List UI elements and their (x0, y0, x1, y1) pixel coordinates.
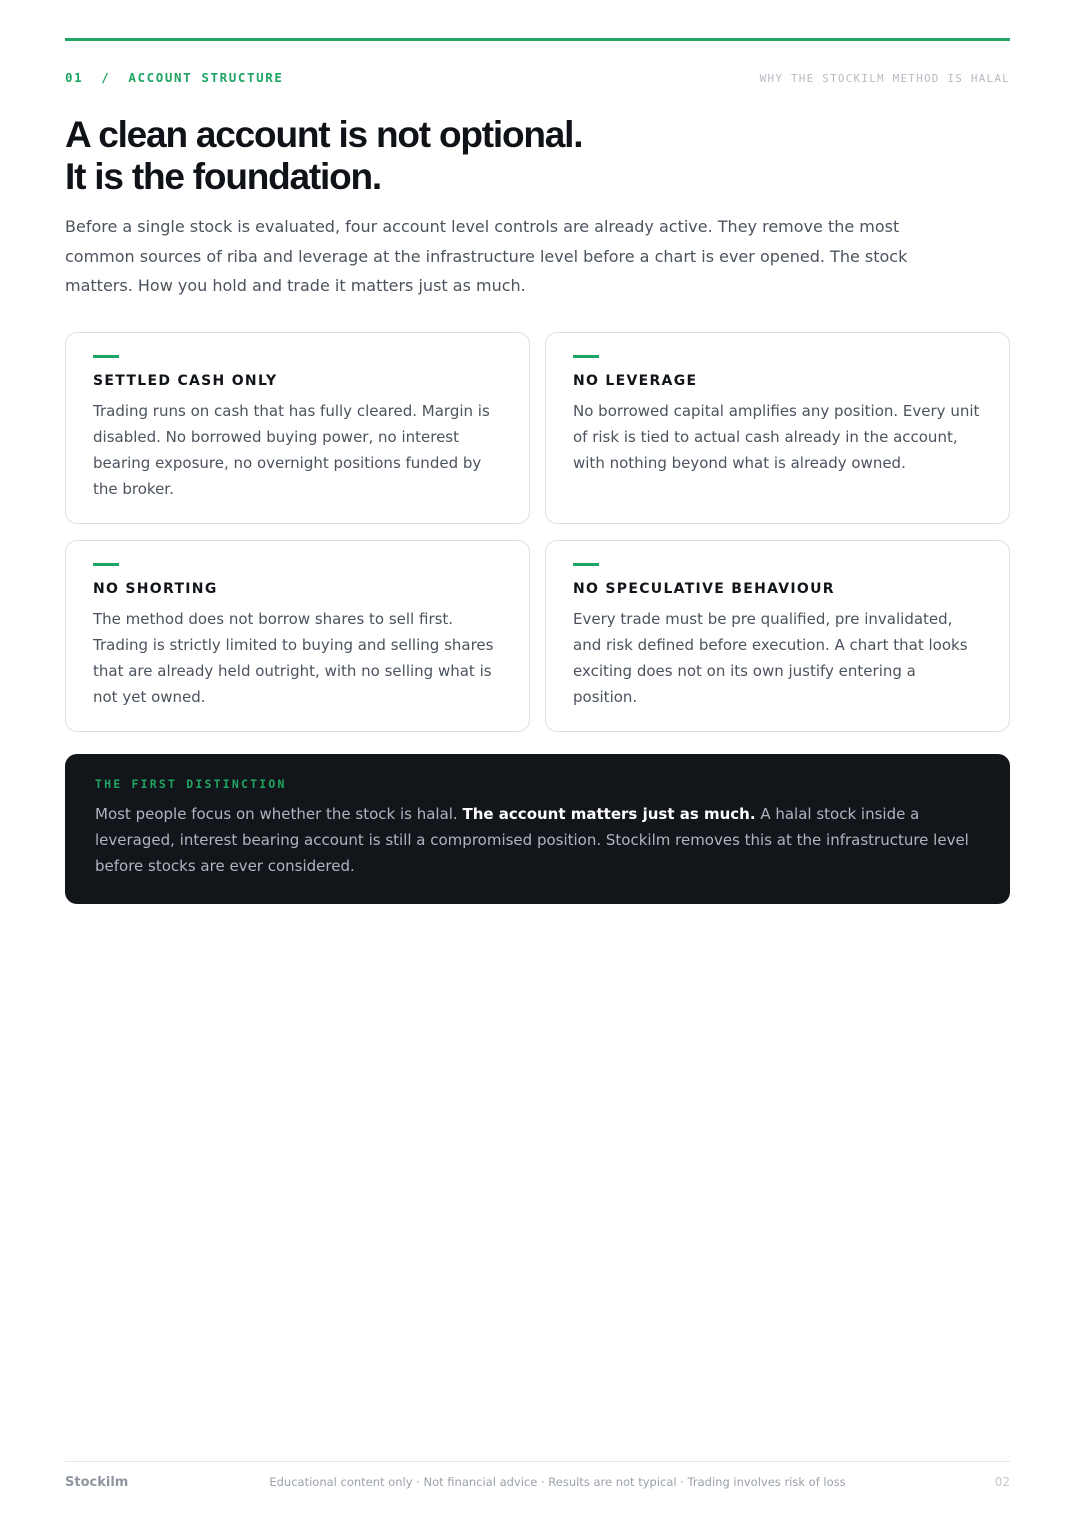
card-settled-cash-only (65, 332, 530, 524)
callout-body (95, 801, 980, 879)
heading-line-1: A clean account is not optional. (65, 114, 583, 155)
document-page (65, 0, 1010, 1521)
callout-emphasis: The account matters just as much. (462, 805, 756, 823)
page-number: 02 (994, 1475, 1010, 1489)
top-accent-rule (65, 38, 1010, 41)
card-no-shorting (65, 540, 530, 732)
card-accent-bar (93, 355, 119, 358)
footer-brand: Stockilm (65, 1475, 129, 1490)
intro-paragraph: Before a single stock is evaluated, four account level controls are already active. They remove the most common sources of riba and leverage at the infrastructure level before a chart is ever opened. The stock matters. How you hold and trade it matters just as much. (65, 217, 908, 295)
heading-line-2: It is the foundation. (65, 156, 381, 197)
footer-disclaimer: Educational content only · Not financial advice · Results are not typical · Trading involves risk of loss (269, 1475, 846, 1489)
section-name: ACCOUNT STRUCTURE (128, 70, 284, 85)
page-heading (65, 114, 965, 198)
section-label (65, 70, 284, 85)
first-distinction-callout (65, 754, 1010, 904)
card-title: SETTLED CASH ONLY (93, 373, 278, 389)
card-body: Every trade must be pre qualified, pre invalidated, and risk defined before execution. A chart that looks exciting does not on its own justify entering a position. (573, 610, 968, 706)
callout-body-end: A halal stock inside a leveraged, interest bearing account is still a compromised position. Stockilm removes this at the infrastructure level before stocks are ever considered. (95, 805, 969, 875)
card-title: NO SPECULATIVE BEHAVIOUR (573, 581, 835, 597)
card-body: Trading runs on cash that has fully cleared. Margin is disabled. No borrowed buying power, no interest bearing exposure, no overnight positions funded by the broker. (93, 402, 490, 498)
callout-label: THE FIRST DISTINCTION (95, 777, 287, 791)
card-body: The method does not borrow shares to sell first. Trading is strictly limited to buying and selling shares that are already held outright, with no selling what is not yet owned. (93, 610, 494, 706)
footer-divider (65, 1461, 1010, 1462)
card-no-leverage (545, 332, 1010, 524)
callout-body-start: Most people focus on whether the stock is halal. (95, 805, 463, 823)
card-accent-bar (573, 563, 599, 566)
section-number: 01 (65, 70, 84, 85)
section-separator: / (101, 70, 111, 85)
document-title: WHY THE STOCKILM METHOD IS HALAL (759, 72, 1010, 85)
card-no-speculative-behaviour (545, 540, 1010, 732)
card-accent-bar (573, 355, 599, 358)
card-title: NO LEVERAGE (573, 373, 698, 389)
card-title: NO SHORTING (93, 581, 218, 597)
card-accent-bar (93, 563, 119, 566)
card-body: No borrowed capital amplifies any position. Every unit of risk is tied to actual cash already in the account, with nothing beyond what is already owned. (573, 402, 980, 472)
